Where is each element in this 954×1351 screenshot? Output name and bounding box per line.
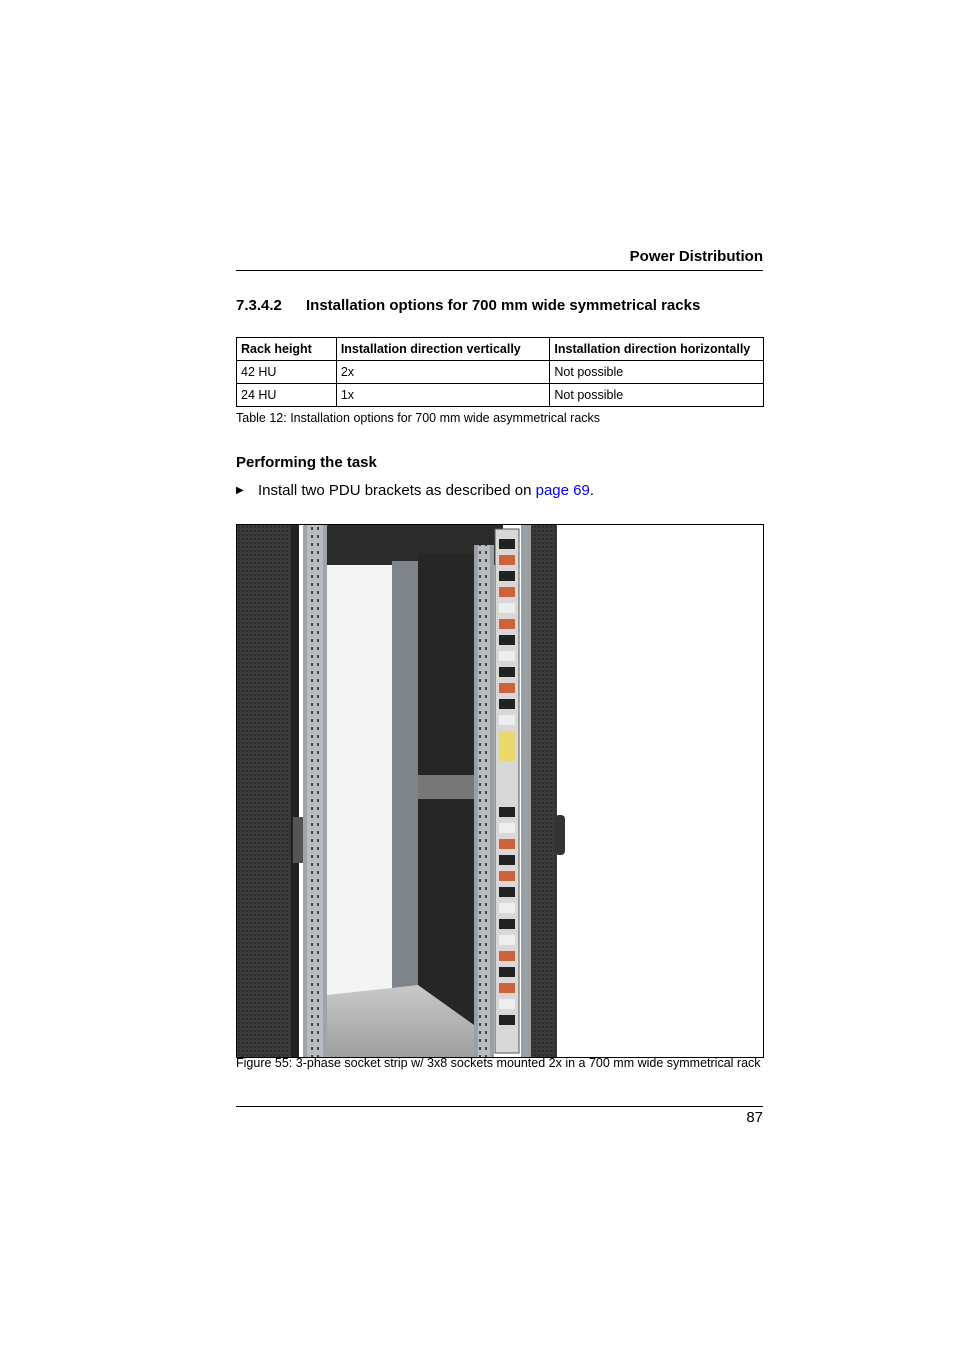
figure-caption: Figure 55: 3-phase socket strip w/ 3x8 sockets mounted 2x in a 700 mm wide symmetrical rack bbox=[236, 1056, 761, 1070]
page-link[interactable]: page 69 bbox=[535, 482, 590, 499]
table-cell: 42 HU bbox=[237, 361, 337, 384]
section-number: 7.3.4.2 bbox=[236, 297, 282, 314]
side-panel bbox=[418, 555, 474, 1045]
page-number: 87 bbox=[746, 1109, 763, 1126]
column-header: Installation direction vertically bbox=[336, 338, 550, 361]
table-row bbox=[237, 384, 764, 407]
table-cell: 1x bbox=[336, 384, 550, 407]
step-end: . bbox=[589, 482, 595, 499]
left-door bbox=[237, 525, 295, 1057]
door-handle bbox=[555, 815, 565, 855]
table-cell: Not possible bbox=[550, 384, 764, 407]
table-cell: 24 HU bbox=[237, 384, 337, 407]
table-row bbox=[237, 361, 764, 384]
column-header: Installation direction horizontally bbox=[550, 338, 764, 361]
table-header-row bbox=[237, 338, 764, 361]
running-header-title: Power Distribution bbox=[629, 248, 763, 265]
footer-rule bbox=[236, 1106, 763, 1107]
table-cell: 2x bbox=[336, 361, 550, 384]
step-text: Install two PDU brackets as described on bbox=[258, 482, 536, 499]
triangle-right-icon: ▶ bbox=[236, 485, 244, 496]
task-step bbox=[236, 482, 594, 499]
table-caption: Table 12: Installation options for 700 mm wide asymmetrical racks bbox=[236, 411, 601, 425]
table-cell: Not possible bbox=[550, 361, 764, 384]
crossbar bbox=[418, 775, 474, 799]
task-heading: Performing the task bbox=[236, 454, 377, 471]
section-title: Installation options for 700 mm wide symmetrical racks bbox=[306, 297, 701, 314]
right-door bbox=[531, 525, 557, 1057]
column-header: Rack height bbox=[237, 338, 337, 361]
section-heading bbox=[236, 297, 700, 314]
header-rule bbox=[236, 270, 763, 271]
rack-opening bbox=[327, 565, 397, 995]
figure-frame bbox=[236, 524, 764, 1058]
installation-options-table bbox=[236, 337, 764, 407]
rack-photo bbox=[237, 525, 763, 1057]
rear-rail bbox=[392, 561, 418, 1021]
